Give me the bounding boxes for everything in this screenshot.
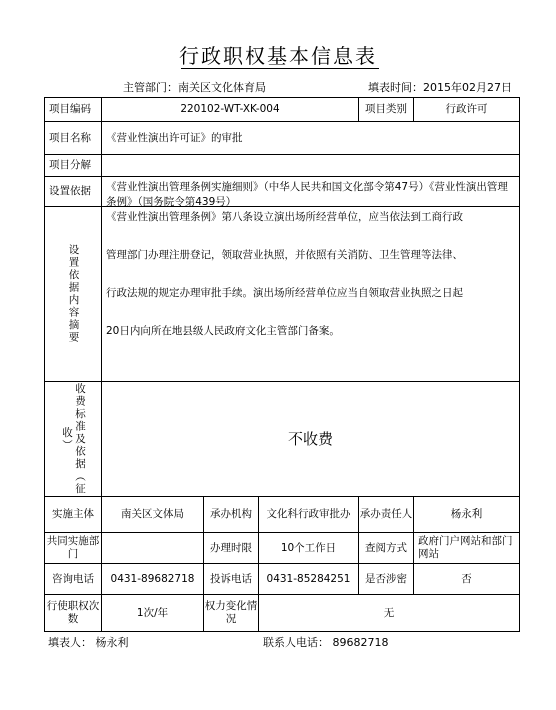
code-value: 220102-WT-XK-004 — [102, 98, 359, 122]
department-label: 主管部门：南关区文化体育局 — [123, 81, 266, 94]
fee-value: 不收费 — [102, 382, 519, 497]
joint-label: 共同实施部门 — [45, 533, 102, 564]
exec-value: 南关区文体局 — [102, 497, 204, 533]
name-value: 《营业性演出许可证》的审批 — [102, 122, 519, 155]
content-line: 20日内向所在地县级人民政府文化主管部门备案。 — [106, 325, 340, 337]
content-label: 设置依据内容摘要 — [67, 244, 80, 344]
sub-value — [102, 155, 519, 177]
exec-label: 实施主体 — [45, 497, 102, 533]
complaint-value: 0431-85284251 — [259, 564, 359, 595]
resp-label: 承办责任人 — [359, 497, 414, 533]
times-value: 1次/年 — [102, 595, 204, 631]
category-value: 行政许可 — [414, 98, 519, 122]
time-value: 10个工作日 — [259, 533, 359, 564]
complaint-label: 投诉电话 — [204, 564, 259, 595]
fill-date-label: 填表时间：2015年02月27日 — [368, 81, 512, 94]
time-label: 办理时限 — [204, 533, 259, 564]
fee-label: 收费标准及依据（征收） — [61, 382, 86, 496]
query-value: 政府门户网站和部门网站 — [414, 533, 519, 564]
info-table — [44, 97, 520, 632]
fee-label-cell — [45, 382, 102, 497]
change-label: 权力变化情况 — [204, 595, 259, 631]
tel-label: 咨询电话 — [45, 564, 102, 595]
content-line: 《营业性演出管理条例》第八条设立演出场所经营单位，应当依法到工商行政 — [106, 211, 463, 223]
sub-label: 项目分解 — [45, 155, 102, 177]
change-value: 无 — [383, 606, 395, 619]
content-line: 行政法规的规定办理审批手续。演出场所经营单位应当自领取营业执照之日起 — [106, 287, 463, 299]
tel-value: 0431-89682718 — [102, 564, 204, 595]
joint-value — [102, 533, 204, 564]
name-label: 项目名称 — [45, 122, 102, 155]
basis-label: 设置依据 — [45, 177, 102, 207]
org-label: 承办机构 — [204, 497, 259, 533]
query-label: 查阅方式 — [359, 533, 414, 564]
content-line: 管理部门办理注册登记，领取营业执照，并依照有关消防、卫生管理等法律、 — [106, 249, 463, 261]
filler-label: 填表人： 杨永利 — [48, 636, 129, 649]
secret-value: 否 — [414, 564, 519, 595]
resp-value: 杨永利 — [414, 497, 519, 533]
secret-label: 是否涉密 — [359, 564, 414, 595]
page-title: 行政职权基本信息表 — [179, 44, 377, 68]
category-label: 项目类别 — [359, 98, 414, 122]
code-label: 项目编码 — [45, 98, 102, 122]
content-value — [102, 207, 519, 382]
org-value: 文化科行政审批办 — [259, 497, 359, 533]
content-label-cell — [45, 207, 102, 382]
contact-phone-label: 联系人电话： 89682718 — [263, 636, 389, 649]
basis-value: 《营业性演出管理条例实施细则》（中华人民共和国文化部令第47号）《营业性演出管理条例》（国务院令第439号） — [102, 177, 519, 207]
times-label: 行使职权次数 — [45, 595, 102, 631]
title-underline — [181, 68, 379, 69]
